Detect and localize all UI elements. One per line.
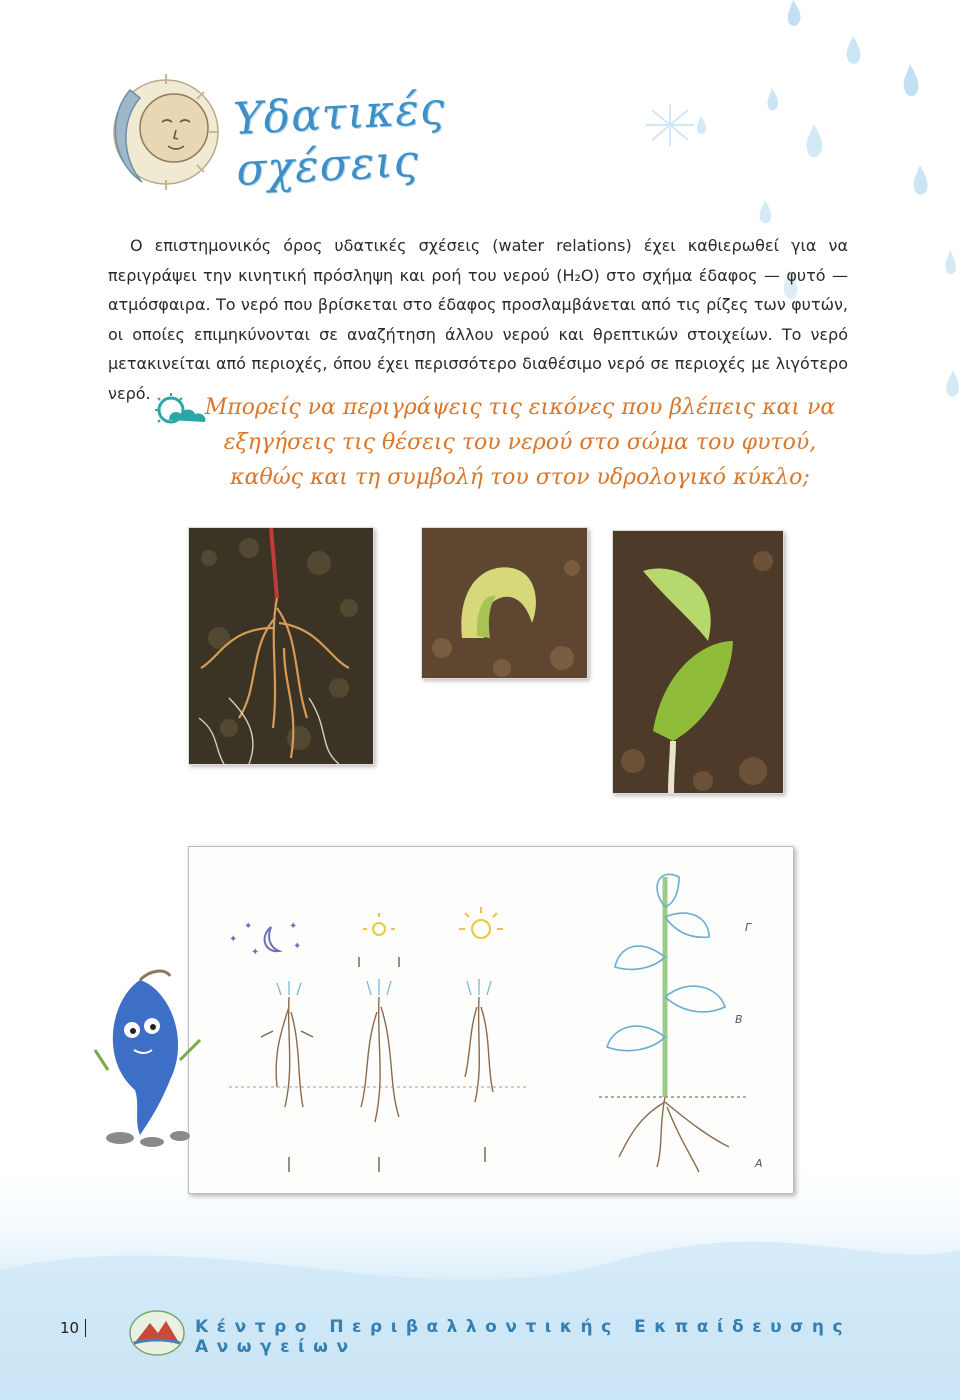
roots-image xyxy=(189,528,373,764)
water-drop-mascot xyxy=(90,960,230,1150)
photo-seedling xyxy=(421,527,588,679)
sun-cloud-icon xyxy=(155,392,211,428)
organization-name: Κέντρο Περιβαλλοντικής Εκπαίδευσης Ανωγείων xyxy=(195,1317,852,1357)
header xyxy=(100,70,620,200)
question-block xyxy=(155,390,855,495)
organization-logo-icon xyxy=(128,1307,186,1357)
label-gamma: Γ xyxy=(745,921,752,934)
page-number: 10 xyxy=(60,1319,86,1337)
photo-roots xyxy=(188,527,374,765)
svg-text:✦: ✦ xyxy=(229,934,238,945)
sprout-image xyxy=(613,531,783,793)
label-alpha: Α xyxy=(755,1157,763,1170)
svg-text:✦: ✦ xyxy=(251,947,260,958)
sun-moon-icon xyxy=(100,70,225,195)
question-text: Μπορείς να περιγράψεις τις εικόνες που βλέπεις και να εξηγήσεις τις θέσεις του νερού στο σώμα του φυτού, καθώς και τη συμβολή του στον υδρολογικό κύκλο; xyxy=(204,395,836,490)
svg-text:✦: ✦ xyxy=(293,941,302,952)
water-cycle-drawing xyxy=(188,846,794,1194)
drawing-illustration xyxy=(189,847,793,1193)
photo-sprout xyxy=(612,530,784,794)
svg-text:✦: ✦ xyxy=(289,921,298,932)
seedling-image xyxy=(422,528,587,678)
label-beta: Β xyxy=(735,1013,743,1026)
footer xyxy=(40,1305,920,1365)
intro-paragraph: Ο επιστημονικός όρος υδατικές σχέσεις (water relations) έχει καθιερωθεί για να περιγράψει την κινητική πρόσληψη και ροή του νερού (H₂O) στο σχήμα έδαφος — φυτό — ατμόσφαιρα. Το νερό που βρίσκεται στο έδαφος προσλαμβάνεται από τις ρίζες των φυτών, οι οποίες επιμηκύνονται σε αναζήτηση άλλου νερού και θρεπτικών στοιχείων. Το νερό μετακινείται από περιοχές, όπου έχει περισσότερο διαθέσιμο νερό σε περιοχές με λιγότερο νερό. xyxy=(108,236,848,403)
svg-text:✦: ✦ xyxy=(244,921,253,932)
page-title: Υδατικές σχέσεις xyxy=(232,82,447,196)
